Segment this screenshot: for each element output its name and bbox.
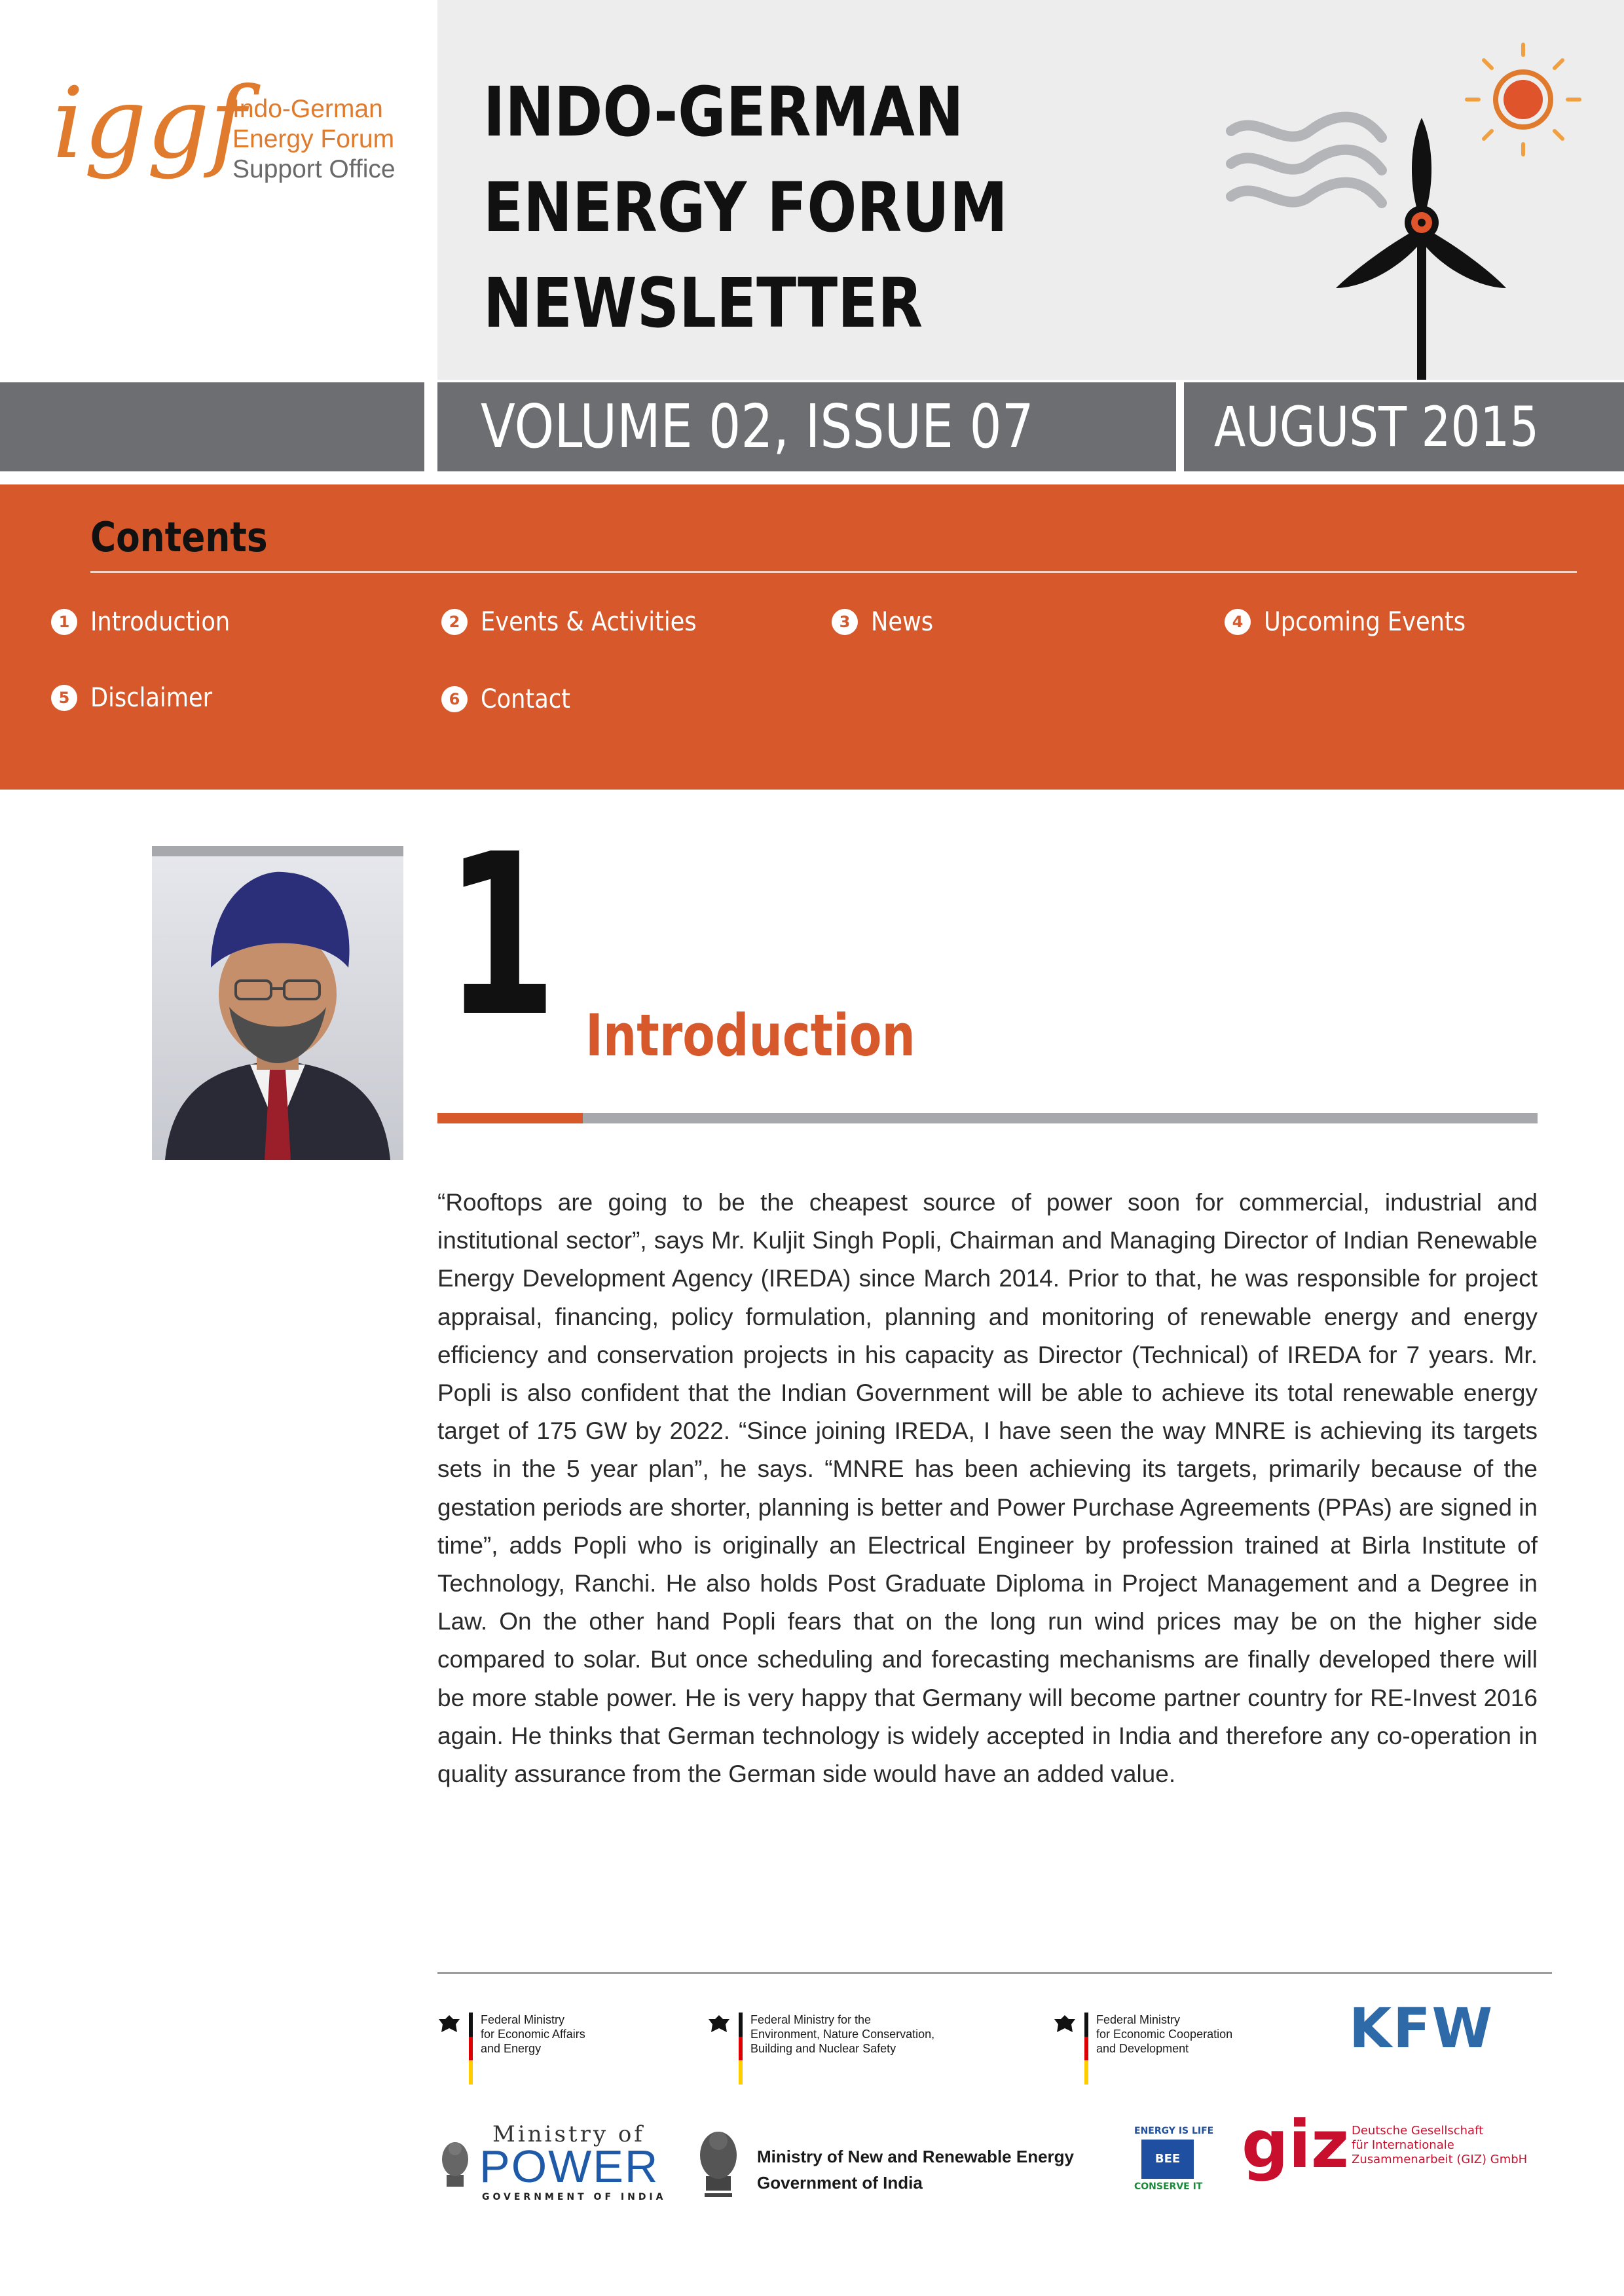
bmz-logo [1053, 2013, 1232, 2085]
mnre-line-2: Government of India [757, 2173, 923, 2193]
bee-mark: BEE [1141, 2140, 1194, 2179]
contents-panel [0, 484, 1624, 790]
ministry-line: Federal Ministry [1096, 2013, 1181, 2026]
ministry-line: and Development [1096, 2042, 1189, 2055]
toc-item-events-activities[interactable] [441, 604, 726, 640]
title-line-2: ENERGY FORUM [483, 168, 1008, 247]
ministry-line: Federal Ministry for the [750, 2013, 872, 2026]
toc-number: 4 [1225, 609, 1251, 635]
title-line-1: INDO-GERMAN [483, 72, 964, 152]
wind-turbine-illustration [1218, 39, 1585, 380]
section-rule-accent [437, 1113, 583, 1123]
introduction-body: “Rooftops are going to be the cheapest source of power soon for commercial, industrial and institutional sector”, says Mr. Kuljit Singh Popli, Chairman and Managing Director of Indian Renewable Energy Development Agency (IREDA) since March 2014. Prior to that, he was responsible for project appraisal, financing, policy formulation, planning and monitoring of renewable energy and energy efficiency and conservation projects in his capacity as Director (Technical) of IREDA for 7 years. Mr. Popli is also confident that the Indian Government will be able to achieve its total renewable energy target of 175 GW by 2022. “Since joining IREDA, I have seen the way MNRE is achieving its targets sets in the 5 year plan”, he says. “MNRE has been achieving its targets, primarily because of the gestation periods are shorter, planning is better and Power Purchase Agreements (PPAs) are signed in time”, adds Popli who is originally an Electrical Engineer by profession trained at Birla Institute of Technology, Ranchi. He also holds Post Graduate Diploma in Project Management and a Degree in Law. On the other hand Popli fears that on the long run wind prices may be on the higher side compared to solar. But once scheduling and forecasting mechanisms are finally developed there will be more stable power. He is very happy that Germany will become partner country for RE-Invest 2016 again. He thinks that German technology is widely accepted in India and therefore any co-operation in quality assurance from the German side would have an added value. [437, 1189, 1538, 1788]
logo-line-3: Support Office [232, 155, 396, 183]
giz-line: Deutsche Gesellschaft [1352, 2124, 1484, 2138]
bmwi-logo [437, 2013, 585, 2085]
contents-divider [90, 571, 1577, 573]
footer-divider [437, 1972, 1552, 1974]
bmub-logo [707, 2013, 934, 2085]
toc-number: 2 [441, 609, 468, 635]
german-flag-bar [469, 2013, 473, 2085]
ministry-line: Federal Ministry [481, 2013, 565, 2026]
ministry-line: for Economic Affairs [481, 2028, 585, 2041]
ministry-of-power-logo [437, 2121, 667, 2206]
wind-wave-icon [1231, 117, 1382, 203]
kfw-logo: KFW [1349, 1996, 1494, 2060]
mop-gov-text: GOVERNMENT OF INDIA [482, 2192, 667, 2202]
federal-eagle-icon [707, 2013, 731, 2036]
logo-line-1: Indo-German [232, 95, 383, 123]
ministry-line: for Economic Cooperation [1096, 2028, 1233, 2041]
portrait-illustration [152, 856, 403, 1160]
giz-line: für Internationale [1352, 2138, 1454, 2152]
section-title: Introduction [585, 1002, 915, 1069]
toc-number: 1 [51, 609, 77, 635]
giz-mark: giz [1242, 2106, 1350, 2183]
toc-label: Contact [481, 684, 570, 714]
bee-bottom-text: CONSERVE IT [1134, 2181, 1203, 2192]
volume-issue: VOLUME 02, ISSUE 07 [481, 392, 1034, 462]
toc-number: 5 [51, 685, 77, 711]
toc-number: 6 [441, 686, 468, 712]
ashoka-emblem-icon [694, 2124, 743, 2201]
date-band [1184, 382, 1624, 471]
toc-label: Disclaimer [90, 683, 213, 713]
iggf-logo-mark [52, 67, 246, 216]
ministry-line: Environment, Nature Conservation, [750, 2028, 935, 2041]
toc-item-contact[interactable] [441, 681, 583, 718]
sun-icon [1467, 45, 1579, 155]
german-flag-bar [1084, 2013, 1088, 2085]
newsletter-title [483, 64, 1008, 351]
iggf-logo-letters: iggf [52, 67, 246, 181]
toc-item-introduction[interactable] [51, 604, 249, 640]
portrait-photo [152, 846, 403, 1160]
section-number: 1 [445, 807, 557, 1066]
toc-number: 3 [832, 609, 858, 635]
mop-power-text: POWER [479, 2141, 659, 2192]
mnre-line-1: Ministry of New and Renewable Energy [757, 2147, 1074, 2166]
ministry-line: Building and Nuclear Safety [750, 2042, 896, 2055]
contents-title: Contents [90, 513, 268, 561]
toc-label: Events & Activities [481, 607, 697, 637]
giz-line: Zusammenarbeit (GIZ) GmbH [1352, 2153, 1528, 2166]
toc-item-news[interactable] [832, 604, 942, 640]
mnre-logo [694, 2124, 1113, 2209]
bee-logo [1134, 2125, 1214, 2204]
iggf-logo [52, 67, 419, 236]
ashoka-emblem-icon [437, 2136, 473, 2188]
toc-item-disclaimer[interactable] [51, 680, 229, 716]
logo-line-2: Energy Forum [232, 125, 395, 153]
toc-label: Upcoming Events [1264, 607, 1466, 637]
bee-top-text: ENERGY IS LIFE [1134, 2126, 1214, 2136]
toc-item-upcoming-events[interactable] [1225, 604, 1493, 640]
federal-eagle-icon [1053, 2013, 1077, 2036]
issue-date: AUGUST 2015 [1214, 395, 1540, 459]
giz-logo [1242, 2106, 1543, 2197]
federal-eagle-icon [437, 2013, 461, 2036]
volume-band [437, 382, 1176, 471]
toc-label: Introduction [90, 607, 231, 637]
toc-label: News [871, 607, 934, 637]
mop-top-text: Ministry of [492, 2121, 645, 2147]
title-line-3: NEWSLETTER [483, 263, 923, 343]
german-flag-bar [739, 2013, 743, 2085]
ministry-line: and Energy [481, 2042, 542, 2055]
header-band-left [0, 382, 424, 471]
section-rule [583, 1113, 1538, 1123]
